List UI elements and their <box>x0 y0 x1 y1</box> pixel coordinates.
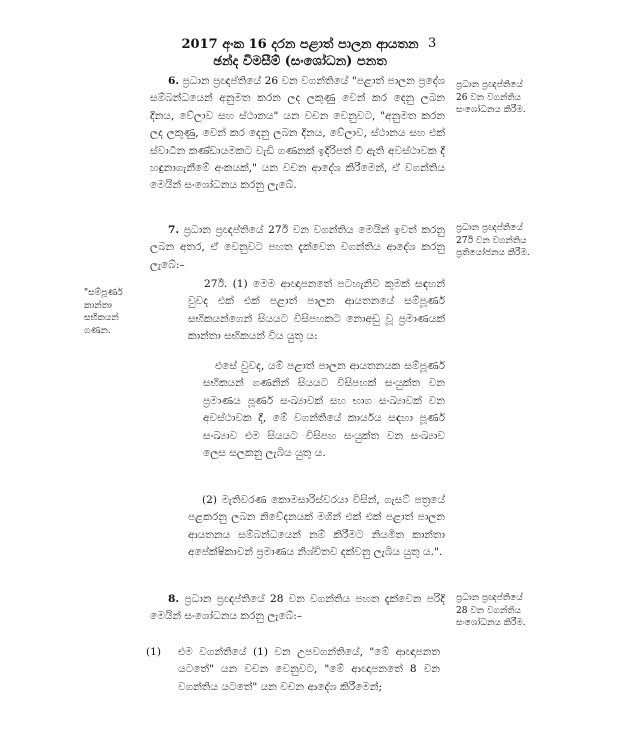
section-7-text <box>150 222 445 274</box>
section-7-marginal-note: ප්‍රධාන ප්‍රඥප්තියේ 27ඊ වන වගන්තිය ප්‍රතියෝජනය කිරීම. <box>456 223 530 258</box>
section-8-item-1-text: එම වගන්තියේ (1) වන උපවගන්තියේ, "මේ ආඥාපනත යටතේ" යන වචන වෙනුවට, "මේ ආඥාපනතේ 8 වන වගන්තිය යටතේ" යන වචන ආදේශ කිරීමෙන්; <box>178 646 440 693</box>
section-8-item-1-number: (1) <box>146 646 162 658</box>
section-8-text <box>150 591 445 626</box>
section-6-text <box>150 73 445 195</box>
section-6-marginal-note: ප්‍රධාන ප්‍රඥප්තියේ 26 වන වගන්තිය සංශෝධනය කිරීම. <box>456 80 526 115</box>
running-header <box>150 36 450 70</box>
section-27e-para-2: (2) මැතිවරණ කොමසාරිස්වරයා විසින්, ගැසට් පත්‍රයේ පළකරනු ලබන නිවේදනයක් මගින් එක් එක් පළාත් පාලන ආයතනය සම්බන්ධයෙන් නම් කිරීමට නියමිත කාන්තා අපේක්ෂිකාවන් ප්‍රමාණය නිශ්චිතව දක්වනු ලැබිය යුතු ය.". <box>188 494 445 559</box>
section-27e-marginal-note: "සම්පූර්ණ කාන්තා සභිකයන් ගණන. <box>84 288 123 336</box>
section-8-marginal-note: ප්‍රධාන ප්‍රඥප්තියේ 28 වන වගන්තිය සංශෝධනය කිරීම. <box>456 593 526 628</box>
section-27e-proviso: එසේ වුවද, යම් පළාත් පාලන ආයතනයක සම්පූර්ණ සභිකයන් ගණනින් සියයට විසිපහක් සංයුක්ත වන ප්‍රමාණය පූර්ණ සංඛ්‍යාවක් සහ භාග සංඛ්‍යාවක් වන අවස්ථාවක දී, මේ වගන්තියේ කාර්යය සඳහා පූර්ණ සංඛ්‍යාව එම සියයට විසිපහ සංයුක්ත වන සංඛ්‍යාව ලෙස සලකනු ලැබිය යුතු ය. <box>203 360 445 460</box>
section-6-number: 6. <box>168 75 180 87</box>
section-7-body: ප්‍රධාන ප්‍රඥප්තියේ 27ඊ වන වගන්තිය මෙයින් ඉවත් කරනු ලබන අතර, ඒ වෙනුවට පහත දැක්වෙන වගන්තිය ආදේශ කරනු ලැබේ:– <box>150 224 445 271</box>
section-8-number: 8. <box>168 593 180 605</box>
header-title-line2: ඡන්ද විමසීම් (සංශෝධන) පනත <box>213 54 387 69</box>
section-7-number: 7. <box>168 224 180 236</box>
section-27e-para-1: 27ඊ. (1) මෙම ආඥාපනතේ පටහැනිව කුමක් සඳහන් වුවද එක් එක් පළාත් පාලන ආයතනයේ සම්පූර්ණ සභිකයන්ගෙන් සියයට විසිපහකට නොඅඩු වූ ප්‍රමාණයක් කාන්තා සභිකයන් විය යුතු ය: <box>188 278 445 343</box>
section-8-body: ප්‍රධාන ප්‍රඥප්තියේ 28 වන වගන්තිය පහත දැක්වෙන පරිදි මෙයින් සංශෝධනය කරනු ලැබේ:– <box>150 593 445 623</box>
section-6-body: ප්‍රධාන ප්‍රඥප්තියේ 26 වන වගන්තියේ "පළාත් පාලන ප්‍රදේශ සම්බන්ධයෙන් අනුමත කරන ලද ලකුණු වෙන් කර දෙනු ලබන දිනය, වේලාව සහ ස්ථානය" යන වචන වෙනුවට, "අනුමත කරන ලද ලකුණු, වෙන් කර දෙනු ලබන දිනය, වේලාව, ස්ථානය සහ එක් ස්වාධීන කණ්ඩායමකට වැඩි ගණනක් ඉදිරිපත් වී ඇති අවස්ථාවක දී හඳුනාගැනීමේ අංකයක්," යන වචන ආදේශ කිරීමෙන්, ඒ වගන්තිය මෙයින් සංශෝධනය කරනු ලැබේ. <box>150 75 445 192</box>
header-title-line1: 2017 අංක 16 දරන පළාත් පාලන ආයතන <box>181 37 419 52</box>
page-number: 3 <box>428 36 437 51</box>
